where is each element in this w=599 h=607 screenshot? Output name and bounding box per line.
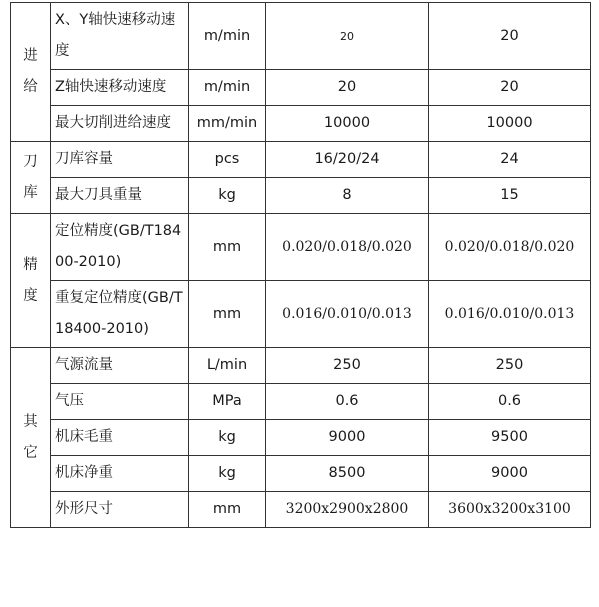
value-cell: 250 xyxy=(429,348,591,384)
item-cell: 定位精度(GB/T18400-2010) xyxy=(51,214,189,281)
value-cell: 0.016/0.010/0.013 xyxy=(429,281,591,348)
value-cell: 20 xyxy=(429,70,591,106)
unit-cell: mm xyxy=(189,281,266,348)
value-cell: 0.6 xyxy=(266,384,429,420)
item-cell: 刀库容量 xyxy=(51,142,189,178)
item-cell: 重复定位精度(GB/T18400-2010) xyxy=(51,281,189,348)
item-cell: 机床净重 xyxy=(51,456,189,492)
table-row xyxy=(11,178,591,214)
table-row xyxy=(11,384,591,420)
category-cell: 进 给 xyxy=(11,3,51,142)
unit-cell: pcs xyxy=(189,142,266,178)
unit-cell: kg xyxy=(189,178,266,214)
item-cell: 机床毛重 xyxy=(51,420,189,456)
table-row xyxy=(11,106,591,142)
item-cell: 气源流量 xyxy=(51,348,189,384)
value-cell: 0.020/0.018/0.020 xyxy=(266,214,429,281)
table-row xyxy=(11,3,591,70)
category-cell: 其 它 xyxy=(11,348,51,528)
value-cell: 15 xyxy=(429,178,591,214)
spec-table xyxy=(10,2,591,528)
value-cell: 20 xyxy=(266,3,429,70)
unit-cell: kg xyxy=(189,456,266,492)
value-cell: 10000 xyxy=(266,106,429,142)
value-cell: 250 xyxy=(266,348,429,384)
value-cell: 8 xyxy=(266,178,429,214)
value-cell: 0.6 xyxy=(429,384,591,420)
category-cell: 刀 库 xyxy=(11,142,51,214)
table-row xyxy=(11,281,591,348)
table-row xyxy=(11,456,591,492)
table-row xyxy=(11,492,591,528)
item-cell: 外形尺寸 xyxy=(51,492,189,528)
value-cell: 20 xyxy=(266,70,429,106)
value-cell: 0.020/0.018/0.020 xyxy=(429,214,591,281)
unit-cell: m/min xyxy=(189,3,266,70)
value-cell: 3600x3200x3100 xyxy=(429,492,591,528)
value-cell: 8500 xyxy=(266,456,429,492)
value-cell: 16/20/24 xyxy=(266,142,429,178)
table-row xyxy=(11,214,591,281)
item-cell: 最大切削进给速度 xyxy=(51,106,189,142)
value-cell: 9500 xyxy=(429,420,591,456)
category-cell: 精 度 xyxy=(11,214,51,348)
value-cell: 10000 xyxy=(429,106,591,142)
table-row xyxy=(11,420,591,456)
item-cell: Z轴快速移动速度 xyxy=(51,70,189,106)
unit-cell: MPa xyxy=(189,384,266,420)
value-cell: 3200x2900x2800 xyxy=(266,492,429,528)
item-cell: 气压 xyxy=(51,384,189,420)
unit-cell: mm xyxy=(189,214,266,281)
unit-cell: L/min xyxy=(189,348,266,384)
unit-cell: m/min xyxy=(189,70,266,106)
table-row xyxy=(11,348,591,384)
unit-cell: mm/min xyxy=(189,106,266,142)
table-row xyxy=(11,70,591,106)
value-cell: 20 xyxy=(429,3,591,70)
value-cell: 9000 xyxy=(266,420,429,456)
value-cell: 0.016/0.010/0.013 xyxy=(266,281,429,348)
value-cell: 24 xyxy=(429,142,591,178)
unit-cell: mm xyxy=(189,492,266,528)
value-cell: 9000 xyxy=(429,456,591,492)
table-row xyxy=(11,142,591,178)
item-cell: X、Y轴快速移动速度 xyxy=(51,3,189,70)
unit-cell: kg xyxy=(189,420,266,456)
item-cell: 最大刀具重量 xyxy=(51,178,189,214)
